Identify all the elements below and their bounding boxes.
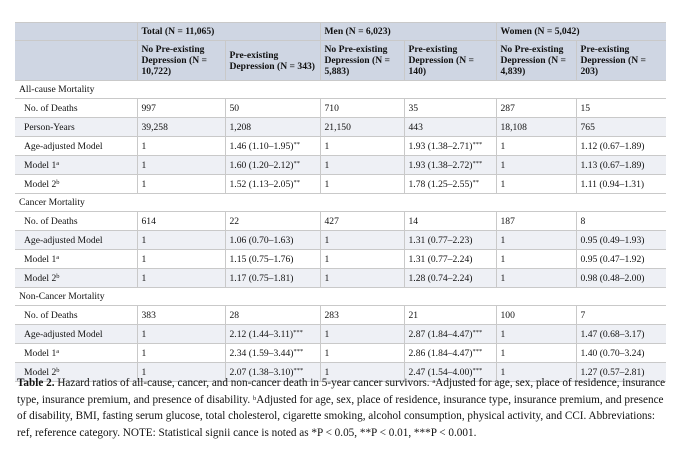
group-header-row — [15, 23, 666, 41]
table-caption — [17, 375, 667, 441]
subheader-cell: No Pre-existing Depression (N = 5,883) — [320, 41, 404, 81]
cell-value: 1.28 (0.74–2.24) — [408, 272, 473, 284]
table-row — [15, 175, 666, 194]
cell-value: 1 — [141, 253, 147, 265]
table-cell — [225, 231, 320, 250]
subheader-cell: Pre-existing Depression (N = 203) — [576, 41, 666, 81]
table-cell — [320, 175, 404, 194]
cell-value: 1 — [500, 178, 506, 190]
row-label: Age-adjusted Model — [24, 234, 103, 246]
cell-value: 443 — [408, 121, 423, 133]
table-cell — [137, 137, 225, 156]
cell-value: 1 — [500, 234, 506, 246]
cell-value: 1 — [500, 366, 506, 378]
section-header-row — [15, 194, 666, 212]
cell-value: 1 — [141, 234, 147, 246]
cell-value: 2.12 (1.44–3.11) — [229, 328, 294, 340]
row-label: Age-adjusted Model — [24, 140, 103, 152]
cell-value: 1.40 (0.70–3.24) — [580, 347, 645, 359]
table-cell — [496, 137, 576, 156]
table-cell — [225, 344, 320, 363]
table-cell — [576, 269, 666, 288]
row-label-footnote: a — [56, 253, 60, 261]
cell-value: 1 — [324, 140, 330, 152]
section-title: All-cause Mortality — [15, 81, 666, 99]
caption-text: Hazard ratios of all-cause, cancer, and non-cancer death in 5-year cancer survivors. — [54, 377, 433, 389]
table-cell — [320, 118, 404, 137]
table-row — [15, 99, 666, 118]
table-cell — [225, 118, 320, 137]
table-row — [15, 212, 666, 231]
group-header-men: Men (N = 6,023) — [320, 23, 496, 41]
table-cell — [320, 212, 404, 231]
cell-value: 1 — [500, 272, 506, 284]
table-cell — [496, 325, 576, 344]
table-cell — [576, 212, 666, 231]
row-label-cell — [15, 175, 137, 194]
hazard-ratio-table — [15, 22, 666, 382]
cell-value: 1 — [324, 366, 330, 378]
table-cell — [225, 306, 320, 325]
cell-value: 2.47 (1.54–4.00) — [408, 366, 473, 378]
cell-value: 1 — [141, 178, 147, 190]
cell-value: 1 — [141, 366, 147, 378]
cell-value: 1.52 (1.13–2.05) — [229, 178, 294, 190]
table-cell — [225, 99, 320, 118]
table-cell — [576, 99, 666, 118]
cell-value: 15 — [580, 102, 591, 114]
caption-text: Adjusted for age, sex, place of residence, insurance type, insurance premium, and presence of disability, BMI, fasting serum glucose, total cholesterol, cigarette smoking, alcohol consumption, physical activity, and CCI. Abbreviations: ref, reference category. NOTE: Statistical signii cance is noted as *P < 0.05, **P < 0.01, ***P < 0.001. — [17, 393, 664, 439]
cell-value: 100 — [500, 309, 515, 321]
row-label: Model 2 — [24, 272, 57, 284]
cell-value: 1,208 — [229, 121, 252, 133]
corner-cell — [15, 23, 137, 41]
table-row — [15, 137, 666, 156]
cell-value: 1 — [500, 253, 506, 265]
row-label-footnote: a — [56, 347, 60, 355]
cell-value: 18,108 — [500, 121, 527, 133]
cell-value: 1 — [324, 253, 330, 265]
cell-value: 21 — [408, 309, 419, 321]
row-label-footnote: b — [56, 366, 60, 374]
cell-value: 1 — [324, 347, 330, 359]
cell-value: 0.95 (0.47–1.92) — [580, 253, 645, 265]
row-label-cell — [15, 137, 137, 156]
table-cell — [576, 175, 666, 194]
table-cell — [496, 250, 576, 269]
table-cell — [137, 175, 225, 194]
row-label: Model 1 — [24, 159, 57, 171]
cell-value: 1 — [141, 159, 147, 171]
cell-value: 21,150 — [324, 121, 351, 133]
section-title: Non-Cancer Mortality — [15, 288, 666, 306]
cell-value: 614 — [141, 215, 156, 227]
cell-value: 1.47 (0.68–3.17) — [580, 328, 645, 340]
table-cell — [496, 344, 576, 363]
table-cell — [404, 306, 496, 325]
cell-value: 1 — [324, 272, 330, 284]
table-cell — [225, 325, 320, 344]
subheader-cell: No Pre-existing Depression (N = 4,839) — [496, 41, 576, 81]
cell-value: 1.46 (1.10–1.95) — [229, 140, 294, 152]
row-label: Model 2 — [24, 366, 57, 378]
table-cell — [496, 212, 576, 231]
table-cell — [576, 231, 666, 250]
table-cell — [137, 269, 225, 288]
row-label: Person-Years — [24, 121, 75, 133]
cell-value: 28 — [229, 309, 240, 321]
cell-value: 1 — [141, 272, 147, 284]
group-header-total: Total (N = 11,065) — [137, 23, 320, 41]
table-cell — [137, 231, 225, 250]
cell-value: 50 — [229, 102, 240, 114]
row-label: No. of Deaths — [24, 215, 78, 227]
table-cell — [496, 231, 576, 250]
table-cell — [576, 156, 666, 175]
table-cell — [225, 137, 320, 156]
table-cell — [320, 325, 404, 344]
caption-text: Adjusted for age, sex, place of residence, insurance type, insurance premium, and presence of disability. — [17, 377, 666, 406]
cell-value: 7 — [580, 309, 586, 321]
cell-value: 1 — [141, 347, 147, 359]
row-label: Model 1 — [24, 253, 57, 265]
table-cell — [576, 325, 666, 344]
table-cell — [404, 250, 496, 269]
table-cell — [404, 269, 496, 288]
cell-value: 1 — [324, 178, 330, 190]
cell-value: 2.86 (1.84–4.47) — [408, 347, 473, 359]
significance-marker: *** — [293, 347, 304, 355]
table-cell — [496, 306, 576, 325]
table-row — [15, 156, 666, 175]
cell-value: 427 — [324, 215, 339, 227]
subheader-cell: Pre-existing Depression (N = 343) — [225, 41, 320, 81]
cell-value: 0.98 (0.48–2.00) — [580, 272, 645, 284]
cell-value: 1.78 (1.25–2.55) — [408, 178, 473, 190]
corner-cell — [15, 41, 137, 81]
table-cell — [496, 156, 576, 175]
cell-value: 187 — [500, 215, 515, 227]
table-cell — [496, 269, 576, 288]
table-cell — [320, 231, 404, 250]
subheader-cell: No Pre-existing Depression (N = 10,722) — [137, 41, 225, 81]
table-cell — [404, 156, 496, 175]
significance-marker: ** — [293, 159, 300, 167]
row-label: No. of Deaths — [24, 309, 78, 321]
cell-value: 1 — [141, 328, 147, 340]
section-header-row — [15, 288, 666, 306]
cell-value: 1.31 (0.77–2.24) — [408, 253, 473, 265]
table-cell — [576, 137, 666, 156]
table-cell — [576, 344, 666, 363]
table-cell — [225, 269, 320, 288]
cell-value: 1.93 (1.38–2.71) — [408, 140, 473, 152]
cell-value: 2.07 (1.38–3.10) — [229, 366, 294, 378]
table-cell — [225, 175, 320, 194]
table-cell — [404, 344, 496, 363]
row-label-cell — [15, 306, 137, 325]
table-cell — [320, 306, 404, 325]
cell-value: 1.27 (0.57–2.81) — [580, 366, 645, 378]
table-cell — [137, 118, 225, 137]
caption-footnote-a: a — [432, 378, 436, 385]
table-cell — [404, 212, 496, 231]
significance-marker: ** — [293, 140, 300, 148]
cell-value: 1 — [324, 159, 330, 171]
cell-value: 1 — [324, 234, 330, 246]
table-row — [15, 325, 666, 344]
cell-value: 1 — [500, 159, 506, 171]
subheader-cell: Pre-existing Depression (N = 140) — [404, 41, 496, 81]
significance-marker: *** — [293, 366, 304, 374]
row-label-cell — [15, 99, 137, 118]
row-label-cell — [15, 156, 137, 175]
table-cell — [576, 118, 666, 137]
row-label-cell — [15, 344, 137, 363]
significance-marker: *** — [472, 159, 483, 167]
table-cell — [404, 118, 496, 137]
table-cell — [320, 99, 404, 118]
row-label-cell — [15, 250, 137, 269]
row-label: No. of Deaths — [24, 102, 78, 114]
cell-value: 39,258 — [141, 121, 168, 133]
table-cell — [496, 118, 576, 137]
table-row — [15, 250, 666, 269]
table-cell — [225, 212, 320, 231]
cell-value: 1 — [324, 328, 330, 340]
table-row — [15, 269, 666, 288]
table-cell — [496, 99, 576, 118]
row-label-cell — [15, 269, 137, 288]
table-cell — [137, 306, 225, 325]
cell-value: 1 — [500, 140, 506, 152]
cell-value: 8 — [580, 215, 586, 227]
cell-value: 1.11 (0.94–1.31) — [580, 178, 645, 190]
row-label: Model 2 — [24, 178, 57, 190]
table-cell — [137, 212, 225, 231]
table-cell — [137, 344, 225, 363]
significance-marker: *** — [472, 140, 483, 148]
cell-value: 1 — [500, 347, 506, 359]
cell-value: 997 — [141, 102, 156, 114]
row-label: Age-adjusted Model — [24, 328, 103, 340]
table-cell — [320, 137, 404, 156]
row-label: Model 1 — [24, 347, 57, 359]
row-label-cell — [15, 231, 137, 250]
table-cell — [137, 156, 225, 175]
cell-value: 1.60 (1.20–2.12) — [229, 159, 294, 171]
table-cell — [576, 306, 666, 325]
table-cell — [404, 231, 496, 250]
row-label-footnote: a — [56, 159, 60, 167]
cell-value: 383 — [141, 309, 156, 321]
cell-value: 2.34 (1.59–3.44) — [229, 347, 294, 359]
subheader-row — [15, 41, 666, 81]
cell-value: 0.95 (0.49–1.93) — [580, 234, 645, 246]
significance-marker: *** — [293, 328, 303, 336]
cell-value: 765 — [580, 121, 595, 133]
table-cell — [137, 325, 225, 344]
significance-marker: *** — [472, 328, 483, 336]
significance-marker: *** — [472, 366, 483, 374]
group-header-women: Women (N = 5,042) — [496, 23, 666, 41]
table-cell — [320, 156, 404, 175]
table-row — [15, 306, 666, 325]
cell-value: 22 — [229, 215, 240, 227]
table-cell — [404, 99, 496, 118]
table-cell — [225, 156, 320, 175]
table-cell — [225, 250, 320, 269]
cell-value: 1.15 (0.75–1.76) — [229, 253, 294, 265]
row-label-footnote: b — [56, 272, 60, 280]
cell-value: 287 — [500, 102, 515, 114]
table-cell — [496, 175, 576, 194]
cell-value: 2.87 (1.84–4.47) — [408, 328, 473, 340]
significance-marker: *** — [472, 347, 483, 355]
cell-value: 35 — [408, 102, 419, 114]
cell-value: 1.31 (0.77–2.23) — [408, 234, 473, 246]
table-cell — [404, 137, 496, 156]
cell-value: 283 — [324, 309, 339, 321]
table-row — [15, 118, 666, 137]
significance-marker: ** — [472, 178, 479, 186]
cell-value: 1.17 (0.75–1.81) — [229, 272, 294, 284]
table-row — [15, 231, 666, 250]
cell-value: 1.12 (0.67–1.89) — [580, 140, 645, 152]
caption-footnote-b: b — [253, 394, 257, 402]
table-cell — [320, 269, 404, 288]
cell-value: 1 — [500, 328, 506, 340]
table-cell — [137, 99, 225, 118]
table-cell — [404, 175, 496, 194]
caption-label: Table 2. — [17, 377, 55, 389]
row-label-cell — [15, 325, 137, 344]
row-label-cell — [15, 118, 137, 137]
table-row — [15, 344, 666, 363]
cell-value: 710 — [324, 102, 339, 114]
cell-value: 1.13 (0.67–1.89) — [580, 159, 645, 171]
table-cell — [576, 250, 666, 269]
row-label-cell — [15, 212, 137, 231]
row-label-footnote: b — [56, 178, 60, 186]
significance-marker: ** — [293, 178, 300, 186]
table-cell — [320, 250, 404, 269]
cell-value: 14 — [408, 215, 419, 227]
cell-value: 1 — [141, 140, 147, 152]
section-title: Cancer Mortality — [15, 194, 666, 212]
table-cell — [320, 344, 404, 363]
table-cell — [404, 325, 496, 344]
cell-value: 1.93 (1.38–2.72) — [408, 159, 473, 171]
section-header-row — [15, 81, 666, 99]
table-cell — [137, 250, 225, 269]
cell-value: 1.06 (0.70–1.63) — [229, 234, 294, 246]
